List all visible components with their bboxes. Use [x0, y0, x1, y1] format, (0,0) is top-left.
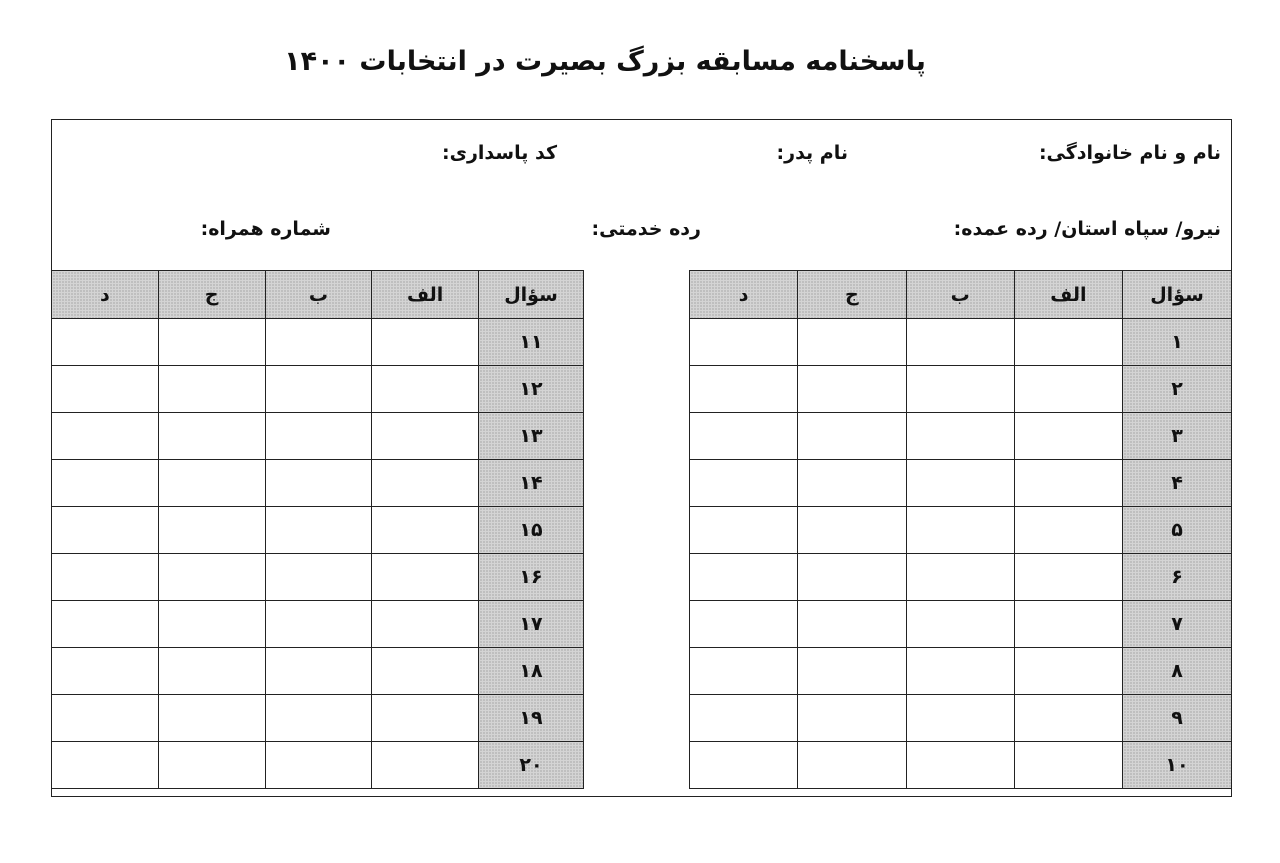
- answer-cell-dal[interactable]: [52, 554, 159, 601]
- column-header-jim: ج: [798, 271, 906, 319]
- question-number: ۵: [1123, 507, 1232, 554]
- answer-cell-dal[interactable]: [52, 366, 159, 413]
- answer-cell-jim[interactable]: [798, 507, 906, 554]
- answer-cell-be[interactable]: [265, 413, 372, 460]
- table-row: [690, 554, 1232, 601]
- table-row: [690, 695, 1232, 742]
- question-number: ۸: [1123, 648, 1232, 695]
- column-header-alef: الف: [1014, 271, 1122, 319]
- table-row: [52, 319, 584, 366]
- branch-field: نیرو/ سپاه استان/ رده عمده:: [953, 218, 1221, 240]
- answer-cell-jim[interactable]: [798, 648, 906, 695]
- question-number: ۲: [1123, 366, 1232, 413]
- answer-cell-alef[interactable]: [372, 554, 479, 601]
- answer-cell-jim[interactable]: [798, 366, 906, 413]
- answer-cell-jim[interactable]: [158, 554, 265, 601]
- table-row: [690, 460, 1232, 507]
- answer-cell-jim[interactable]: [158, 507, 265, 554]
- question-number: ۱۳: [479, 413, 584, 460]
- personnel-code-field: کد پاسداری:: [441, 142, 557, 164]
- answer-cell-jim[interactable]: [158, 742, 265, 789]
- answer-rows-left: [52, 319, 584, 789]
- page-title: پاسخنامه مسابقه بزرگ بصیرت در انتخابات ۱۴۰۰: [284, 46, 926, 77]
- answer-cell-be[interactable]: [265, 319, 372, 366]
- answer-cell-alef[interactable]: [372, 460, 479, 507]
- question-number: ۱۱: [479, 319, 584, 366]
- answer-cell-alef[interactable]: [372, 648, 479, 695]
- answer-cell-be[interactable]: [265, 507, 372, 554]
- answer-cell-alef[interactable]: [1014, 319, 1122, 366]
- column-header-dal: د: [690, 271, 798, 319]
- answer-cell-be[interactable]: [906, 319, 1014, 366]
- column-header-dal: د: [52, 271, 159, 319]
- answer-cell-alef[interactable]: [372, 742, 479, 789]
- table-row: [52, 648, 584, 695]
- answer-cell-jim[interactable]: [158, 648, 265, 695]
- question-number: ۹: [1123, 695, 1232, 742]
- question-number: ۲۰: [479, 742, 584, 789]
- table-row: [52, 742, 584, 789]
- answer-cell-dal[interactable]: [690, 460, 798, 507]
- answer-cell-be[interactable]: [906, 554, 1014, 601]
- question-number: ۱۹: [479, 695, 584, 742]
- answer-cell-alef[interactable]: [372, 695, 479, 742]
- answer-cell-jim[interactable]: [798, 554, 906, 601]
- table-row: [690, 742, 1232, 789]
- answer-cell-jim[interactable]: [158, 601, 265, 648]
- answer-cell-dal[interactable]: [52, 319, 159, 366]
- answer-cell-alef[interactable]: [372, 601, 479, 648]
- column-header-be: ب: [265, 271, 372, 319]
- phone-field: شماره همراه:: [200, 218, 331, 240]
- question-number: ۱۵: [479, 507, 584, 554]
- question-number: ۱۴: [479, 460, 584, 507]
- answer-cell-be[interactable]: [906, 648, 1014, 695]
- answer-cell-be[interactable]: [265, 554, 372, 601]
- table-row: [690, 366, 1232, 413]
- answer-cell-alef[interactable]: [372, 413, 479, 460]
- answer-cell-dal[interactable]: [690, 601, 798, 648]
- column-header-jim: ج: [158, 271, 265, 319]
- answer-cell-jim[interactable]: [798, 695, 906, 742]
- question-number: ۶: [1123, 554, 1232, 601]
- table-row: [690, 413, 1232, 460]
- table-row: [690, 648, 1232, 695]
- answer-cell-jim[interactable]: [798, 460, 906, 507]
- answer-cell-dal[interactable]: [690, 554, 798, 601]
- answer-cell-jim[interactable]: [798, 319, 906, 366]
- answer-rows-right: [690, 319, 1232, 789]
- answer-cell-alef[interactable]: [1014, 554, 1122, 601]
- question-number: ۱۷: [479, 601, 584, 648]
- answer-cell-jim[interactable]: [798, 742, 906, 789]
- answer-cell-jim[interactable]: [798, 601, 906, 648]
- answer-cell-be[interactable]: [906, 742, 1014, 789]
- answer-cell-alef[interactable]: [372, 319, 479, 366]
- question-number: ۱۲: [479, 366, 584, 413]
- answer-table-left: [51, 270, 584, 789]
- table-row: [52, 507, 584, 554]
- answer-cell-dal[interactable]: [52, 413, 159, 460]
- answer-cell-be[interactable]: [265, 742, 372, 789]
- answer-cell-dal[interactable]: [690, 742, 798, 789]
- answer-cell-dal[interactable]: [690, 648, 798, 695]
- answer-cell-dal[interactable]: [52, 460, 159, 507]
- question-number: ۱۶: [479, 554, 584, 601]
- answer-cell-be[interactable]: [906, 366, 1014, 413]
- answer-cell-jim[interactable]: [158, 319, 265, 366]
- answer-cell-dal[interactable]: [52, 695, 159, 742]
- answer-cell-alef[interactable]: [1014, 413, 1122, 460]
- table-row: [52, 366, 584, 413]
- column-header-alef: الف: [372, 271, 479, 319]
- answer-cell-dal[interactable]: [52, 507, 159, 554]
- answer-cell-be[interactable]: [906, 460, 1014, 507]
- answer-cell-dal[interactable]: [690, 366, 798, 413]
- answer-cell-be[interactable]: [906, 601, 1014, 648]
- answer-cell-be[interactable]: [265, 460, 372, 507]
- table-header-row: [690, 271, 1232, 319]
- answer-cell-jim[interactable]: [158, 695, 265, 742]
- table-row: [52, 554, 584, 601]
- answer-cell-be[interactable]: [265, 648, 372, 695]
- answer-cell-alef[interactable]: [1014, 742, 1122, 789]
- answer-cell-dal[interactable]: [52, 742, 159, 789]
- answer-cell-be[interactable]: [906, 695, 1014, 742]
- question-number: ۴: [1123, 460, 1232, 507]
- full-name-field: نام و نام خانوادگی:: [1038, 142, 1221, 164]
- question-number: ۱: [1123, 319, 1232, 366]
- table-header-row: [52, 271, 584, 319]
- answer-cell-jim[interactable]: [158, 366, 265, 413]
- answer-cell-alef[interactable]: [372, 366, 479, 413]
- answer-cell-alef[interactable]: [1014, 648, 1122, 695]
- question-number: ۱۰: [1123, 742, 1232, 789]
- answer-cell-be[interactable]: [906, 507, 1014, 554]
- table-row: [690, 507, 1232, 554]
- answer-cell-dal[interactable]: [690, 695, 798, 742]
- answer-cell-alef[interactable]: [1014, 366, 1122, 413]
- answer-cell-jim[interactable]: [798, 413, 906, 460]
- service-rank-field: رده خدمتی:: [591, 218, 701, 240]
- table-row: [690, 319, 1232, 366]
- answer-table-right: [689, 270, 1232, 789]
- table-row: [52, 601, 584, 648]
- table-row: [690, 601, 1232, 648]
- table-row: [52, 413, 584, 460]
- column-header-question: سؤال: [479, 271, 584, 319]
- answer-cell-dal[interactable]: [52, 648, 159, 695]
- column-header-question: سؤال: [1123, 271, 1232, 319]
- father-name-field: نام پدر:: [776, 142, 848, 164]
- table-row: [52, 460, 584, 507]
- table-row: [52, 695, 584, 742]
- answer-cell-alef[interactable]: [372, 507, 479, 554]
- answer-cell-dal[interactable]: [690, 507, 798, 554]
- answer-cell-dal[interactable]: [690, 319, 798, 366]
- answer-cell-be[interactable]: [906, 413, 1014, 460]
- column-header-be: ب: [906, 271, 1014, 319]
- answer-cell-alef[interactable]: [1014, 507, 1122, 554]
- question-number: ۷: [1123, 601, 1232, 648]
- answer-cell-dal[interactable]: [690, 413, 798, 460]
- answer-cell-jim[interactable]: [158, 413, 265, 460]
- question-number: ۳: [1123, 413, 1232, 460]
- answer-cell-be[interactable]: [265, 366, 372, 413]
- answer-cell-alef[interactable]: [1014, 695, 1122, 742]
- answer-cell-jim[interactable]: [158, 460, 265, 507]
- question-number: ۱۸: [479, 648, 584, 695]
- answer-cell-be[interactable]: [265, 695, 372, 742]
- answer-cell-dal[interactable]: [52, 601, 159, 648]
- answer-cell-alef[interactable]: [1014, 601, 1122, 648]
- answer-cell-be[interactable]: [265, 601, 372, 648]
- answer-cell-alef[interactable]: [1014, 460, 1122, 507]
